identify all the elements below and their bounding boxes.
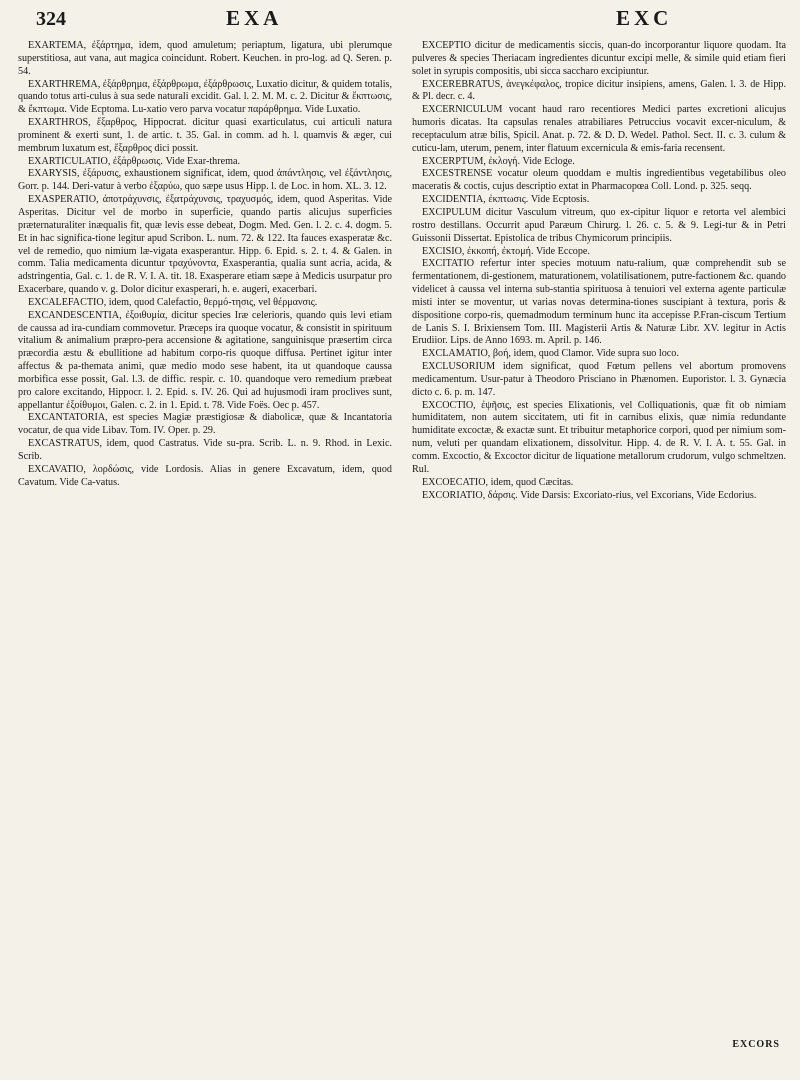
entry-exasperatio: EXASPERATIO, ἀποτράχυνσις, ἐξατράχυνσις, τραχυσμός, idem, quod Asperitas. Vide Asperitas. Dicitur vel de morbo in superficie, quando partis alicujus superficies præternaturaliter inæqualis fit, quæ levis esse debeat, Dogm. Med. Gen. l. 2. c. 4. dogm. 5. Et in hac significa-tione legitur apud Scribon. L. num. 72. & 122. Ita fauces exasperatæ &c. vel de remedio, quo nimium læ-vigata exasperantur. Hipp. 6. Epid. s. 2. t. 4. & Galen. in comm. Talia medicamenta dicuntur τραχύνοντα, Exasperantia, qualia sunt acria, acida, & adstringentia, Gal. c. 1. de R. V. I. A. tit. 18. Exasperare etiam sæpe à Medicis usurpatur pro Exacerbare, quando v. g. Dolor dicitur exasperari, h. e. augeri, exacerbari. [18,194,392,296]
entry-exartema: EXARTEMA, ἐξάρτημα, idem, quod amuletum; periaptum, ligatura, ubi plerumque superstitiosa, aut vana, aut magica coincidunt. Robert. Keuchen. in pro-log. ad Q. Seren. p. 54. [18,40,392,77]
entry-excerptum: EXCERPTUM, ἐκλογή. Vide Ecloge. [422,155,575,167]
entry-excalefactio: EXCALEFACTIO, idem, quod Calefactio, θερμό-τησις, vel θέρμανσις. [28,296,318,308]
entry-excoecatio: EXCOECATIO, idem, quod Cæcitas. [422,476,574,488]
page-number: 324 [36,8,66,30]
entry-excavatio: EXCAVATIO, λορδώσις, vide Lordosis. Alias in genere Excavatum, idem, quod Cavatum. Vide Ca-vatus. [18,463,392,488]
entry-excerniculum: EXCERNICULUM vocant haud raro recentiores Medici partes excretioni alicujus humoris dicatas. Ita capsulas renales atrabiliares Petruccius vocavit excer-niculum, & receptaculum atræ bilis, Spicil. Anat. p. 72. & D. D. Wedel. Pathol. Sect. II. c. 3. culum & cuticu-lam, uterum, penem, inter flatuum excernicula & emis-faria recensent. [412,104,786,154]
entry-exarthrema: EXARTHREMA, ἐξάρθρημα, ἐξάρθρωμα, ἐξάρθρωσις, Luxatio dicitur, & quidem totalis, quando totus arti-culus à sua sede naturali excidit. Gal. l. 2. M. M. c. 2. Dicitur & ἔκπτωσις, & ἔκπτωμα. Vide Ecptoma. Lu-xatio vero parva vocatur παράρθρημα. Vide Luxatio. [18,78,392,116]
entry-exarysis: EXARYSIS, ἐξάρυσις, exhaustionem significat, idem, quod ἀπάντλησις, vel ἐξάντλησις, Gorr. p. 144. Deri-vatur à verbo ἐξαρύω, quo sæpe usus Hipp. l. de Loc. in hom. XL. 3. 12. [18,168,392,193]
entry-excerebratus: EXCEREBRATUS, ἀνεγκέφαλος, tropice dicitur insipiens, amens, Galen. l. 3. de Hipp. & Pl. decr. c. 4. [412,78,786,103]
entry-excestrense: EXCESTRENSE vocatur oleum quoddam e multis ingredientibus vegetabilibus oleo maceratis & coctis, cujus descriptio extat in Pharmacopœa Coll. Lond. p. 325. seqq. [412,168,786,193]
right-column [412,40,786,502]
entry-excantatoria: EXCANTATORIA, est species Magiæ præstigiosæ & diabolicæ, quæ & Incantatoria vocatur, de qua vide Libav. Tom. IV. Oper. p. 29. [18,412,392,437]
entry-exclusorium: EXCLUSORIUM idem significat, quod Fœtum pellens vel abortum promovens medicamentum. Usur-patur à Theodoro Prisciano in Phænomen. Euporistor. l. 3. Gynæcia dicto c. 6. p. m. 147. [412,361,786,398]
entry-exceptio: EXCEPTIO dicitur de medicamentis siccis, quan-do incorporantur liquore quodam. Ita pulveres & species Theriacam ingredientes dicuntur excipi melle, & simile quid etiam fieri solet in syrupis compositis, ubi sicca saccharo excipiuntur. [412,40,786,77]
entry-excitatio: EXCITATIO refertur inter species motuum natu-ralium, quæ comprehendit sub se fermentationem, di-gestionem, maturationem, volatilisationem, putre-factionem &c. quando videlicet à caussa vel interna sub-stantia spirituosa à tenuiori vel externa agente particulæ misti inter se moventur, ut varias novas determina-tiones suscipiant à textura, poris & dispositione corpo-ris, quemadmodum terminum hunc ita accepisse P.Fran-ciscum Tertium de Lanis S. I. Brixiensem Tom. III. Magisterii Artis & Naturæ Libr. XV. legitur in Actis Erudiior. Lips. de Anno 1693. m. April. p. 146. [412,258,786,347]
left-column [18,40,392,502]
entry-excidentia: EXCIDENTIA, ἐκπτωσις. Vide Ecptosis. [422,194,590,206]
page-header [18,0,782,42]
entry-exclamatio: EXCLAMATIO, βοή, idem, quod Clamor. Vide supra suo loco. [422,348,679,360]
entry-exarthros: EXARTHROS, ἔξαρθρος, Hippocrat. dicitur quasi exarticulatus, cui articuli natura prominent & exerti sunt, 1. de artic. t. 35. Gal. in comm. ad h. l. quamvis & æger, cui membrum luxatum est, ἔξαρθρος dici possit. [18,117,392,154]
right-running-head: EXC [616,6,673,30]
entry-excastratus: EXCASTRATUS, idem, quod Castratus. Vide su-pra. Scrib. L. n. 9. Rhod. in Lexic. Scrib. [18,438,392,462]
catchword: EXCORS [732,1039,780,1050]
entry-exarticulatio: EXARTICULATIO, ἐξάρθρωσις. Vide Exar-threma. [28,155,240,167]
entry-excoriatio: EXCORIATIO, δάρσις. Vide Darsis: Excoriato-rius, vel Excorians, Vide Ecdorius. [422,489,757,501]
entry-excisio: EXCISIO, ἐκκοπή, ἐκτομή. Vide Eccope. [422,245,590,257]
entry-excandescentia: EXCANDESCENTIA, ἐξοιθυμία, dicitur species Iræ celerioris, quando quis levi etiam de caussa ad ira-cundiam commovetur. Præceps ira quoque vocatur, & consistit in spirituum vitalium & animalium præpro-pera accensione & agitatione, sanguinisque præsertim circa præcordia æstu & ebullitione ad habitum corpo-ris quoque diffusa. Pertinet igitur inter affectus & pa-themata animi, quæ medio modo sese habent, ita ut quandoque caussa morbifica esse possit, Gal. l.3. de diffic. respir. c. 10. quandoque vero remedium præbeat pro calore excitando, Hippocr. l. 2. Epid. s. IV. 26. Qui ad hujusmodi iram proclives sunt, appellantur ἐξοίθυμοι, Galen. c. 2. in 1. Epid. t. 78. Vide Foës. Oec p. 457. [18,309,392,411]
left-running-head: EXA [226,6,283,30]
entry-excipulum: EXCIPULUM dicitur Vasculum vitreum, quo ex-cipitur liquor e retorta vel alembici rostro destillans. Occurrit apud Paræum Chirurg. l. 26. c. 5. & 9. Legi-tur & in Petri Guissonii Dissertat. Epistolica de tribus Chymicorum principiis. [412,206,786,244]
entry-excoctio: EXCOCTIO, ἐψῆσις, est species Elixationis, vel Colliquationis, quæ fit ob nimiam humiditatem, non autem siccitatem, uti fit in carnibus elixis, quæ nimia redundante humiditate excoctæ, & exactæ sunt. Et tribuitur metaphorice corpori, quod per nimium som-num, veluti per quandam elixationem, dissolvitur. Hipp. 4. de R. V. I. A. t. 55. Gal. in comm. Excoctio, & Excoctor dicitur de liquatione metallorum crudorum, vulgo schmeltzen. Rul. [412,399,786,475]
text-columns [18,40,786,502]
